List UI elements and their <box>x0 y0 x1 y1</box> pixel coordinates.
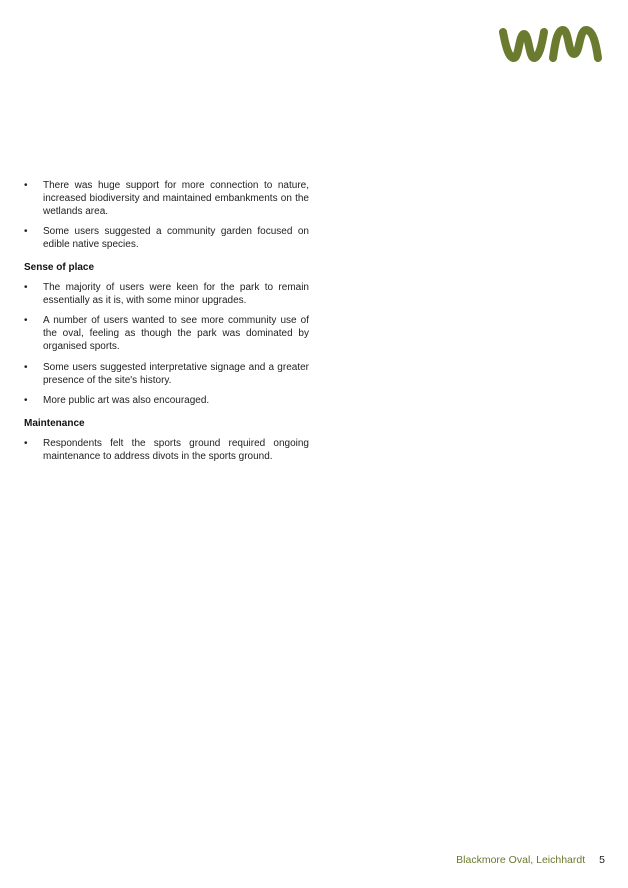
bullet-text: Some users suggested a community garden focused on edible native species. <box>43 226 309 251</box>
footer-document-title: Blackmore Oval, Leichhardt <box>456 854 586 866</box>
list-item <box>24 395 309 408</box>
page-number: 5 <box>599 854 605 866</box>
section-heading-sense-of-place: Sense of place <box>24 261 95 273</box>
page-footer <box>456 854 605 866</box>
list-item <box>24 362 309 388</box>
wm-logo-icon <box>497 20 607 66</box>
bullet-marker: • <box>24 437 28 449</box>
list-item <box>24 226 309 252</box>
bullet-marker: • <box>24 361 28 373</box>
bullet-marker: • <box>24 395 28 407</box>
bullet-text: The majority of users were keen for the park to remain essentially as it is, with some minor upgrades. <box>43 281 309 306</box>
bullet-text: A number of users wanted to see more community use of the oval, feeling as though the park was dominated by organised sports. <box>43 315 309 352</box>
bullet-marker: • <box>24 180 28 191</box>
list-item <box>24 438 309 464</box>
bullet-marker: • <box>24 226 28 238</box>
bullet-text: More public art was also encouraged. <box>43 395 210 407</box>
bullet-text: There was huge support for more connection to nature, increased biodiversity and maintained embankments on the wetlands area. <box>43 180 309 217</box>
bullet-marker: • <box>24 315 28 327</box>
section-heading-maintenance: Maintenance <box>24 418 85 430</box>
bullet-list-maintenance <box>24 438 309 464</box>
list-item <box>24 315 309 353</box>
page-content <box>24 180 309 472</box>
bullet-text: Some users suggested interpretative signage and a greater presence of the site's history. <box>43 361 309 386</box>
brand-logo <box>497 20 607 66</box>
bullet-marker: • <box>24 281 28 293</box>
bullet-text: Respondents felt the sports ground required ongoing maintenance to address divots in the sports ground. <box>43 437 309 462</box>
list-item <box>24 180 309 218</box>
bullet-list-sense-of-place <box>24 282 309 408</box>
bullet-list-nature <box>24 180 309 252</box>
list-item <box>24 282 309 308</box>
